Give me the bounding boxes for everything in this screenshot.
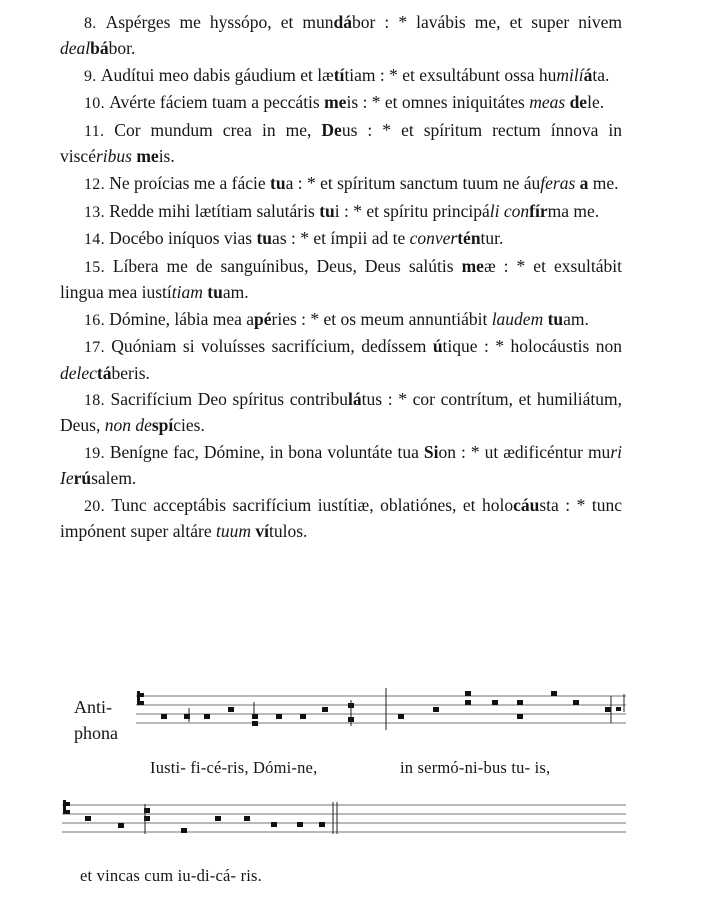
neume [551, 691, 557, 696]
verse-text-segment: Aspérges me hyssópo, et mun [105, 12, 334, 32]
neume [517, 714, 523, 719]
verse-text-segment: salem. [91, 468, 137, 489]
neume [215, 816, 221, 821]
antiphon-label-line2: phona [74, 723, 118, 743]
verse-text-segment: tiam [171, 282, 208, 303]
verse-text-segment: tén [457, 228, 481, 249]
verse-number: 13. [84, 203, 110, 221]
neume [517, 700, 523, 705]
verse-text-segment: Si [423, 442, 439, 463]
neume [398, 714, 404, 719]
verse-text-segment: on : * ut ædificéntur mu [438, 442, 611, 463]
verse-text-segment: non de [104, 415, 152, 436]
verse-text-segment: Docébo iníquos vias [109, 228, 257, 249]
neume [322, 707, 328, 712]
verse-text-segment: Ne proícias me a fácie [109, 172, 271, 193]
verse-text-segment: tus : * cor contrítum, et humiliátum, Deus, [60, 389, 622, 436]
verse-text-segment: meas [529, 92, 570, 113]
verse-text-segment: tu [319, 200, 335, 221]
verse-number: 16. [84, 311, 110, 329]
verse-text-segment: tí [333, 64, 345, 85]
verse-text-segment: as : * et ímpii ad te [272, 228, 410, 249]
verse-text-segment: Quóniam si voluísses sacrifícium, dedíssem [111, 336, 433, 357]
verse-text-segment: milí [556, 64, 584, 85]
verse-text-segment: sta : * tunc impónent super altáre [60, 494, 622, 542]
verse-text-segment: conver [409, 228, 458, 249]
verse-text-segment: ries : * et os meum annuntiábit [271, 308, 492, 329]
verse-text-segment: Dómine, lábia mea a [109, 308, 255, 329]
verse-text-segment: li con [489, 200, 530, 221]
verse-text-segment: laudem [491, 308, 548, 329]
verse-text-segment: feras [540, 172, 580, 193]
verse-text-segment: Redde mihi lætítiam salutáris [109, 200, 320, 221]
antiphon-label-line1: Anti- [74, 697, 112, 717]
verse-text-segment: tá [96, 362, 112, 383]
verse-number: 18. [84, 392, 111, 410]
c-clef-icon [63, 800, 70, 814]
verse-text-segment: Benígne fac, Dómine, in bona voluntáte tua [109, 442, 424, 463]
verse-text-segment: Avérte fáciem tuam a peccátis [109, 92, 325, 113]
verse-text-segment: ma me. [547, 200, 600, 221]
verse-text-segment: delec [60, 362, 97, 383]
neume [319, 822, 325, 827]
neume [276, 714, 282, 719]
verse-text-segment: Cor mundum crea in me, [114, 120, 322, 141]
neume [573, 700, 579, 705]
neume [252, 714, 258, 719]
antiphon-lyrics-line1-b: in sermó-ni-bus tu- is, [400, 758, 551, 777]
neume [85, 816, 91, 821]
custos-icon [616, 707, 621, 711]
neume [204, 714, 210, 719]
neume [433, 707, 439, 712]
verse-text-segment: bá [90, 38, 109, 59]
verse-text-segment: Líbera me de sanguínibus, Deus, Deus salútis [112, 255, 462, 276]
verse-text-segment: Sacrifícium Deo spíritus contribu [110, 389, 349, 410]
verse-number: 20. [84, 497, 112, 515]
verse-number: 15. [84, 258, 113, 276]
c-clef-icon [137, 691, 144, 705]
verse-text-segment: cáu [513, 494, 540, 515]
verse-text-segment: Audítui meo dabis gáudium et læ [100, 64, 334, 85]
verse-text-segment: me [324, 92, 347, 113]
antiphon-lyrics-line1-a: Iusti- fi-cé-ris, Dómi-ne, [150, 758, 318, 777]
verse-text-segment: is : * et omnes iniquitátes [346, 92, 530, 113]
verse-number: 19. [84, 445, 110, 463]
neume [228, 707, 234, 712]
verse-text-segment: tique : * holocáustis non [442, 336, 622, 357]
neume [492, 700, 498, 705]
verse-text-segment: rú [73, 468, 92, 489]
verse-text-segment: tu [256, 228, 273, 249]
verse-text-segment: ví [255, 521, 269, 542]
verse-text-segment: ú [432, 336, 443, 357]
neume [161, 714, 167, 719]
verse-text-segment: spí [151, 415, 174, 436]
verse-text-segment: ta. [592, 64, 610, 85]
staff-2-bars [145, 802, 337, 834]
verse-text-segment: Tunc acceptábis sacrifícium iustítiæ, oblatiónes, et holo [111, 494, 514, 515]
verse-text-segment: am. [563, 308, 589, 329]
verse-text-segment: dá [333, 12, 353, 32]
verse-number: 14. [84, 231, 110, 249]
verse-number: 11. [84, 123, 115, 141]
neume [465, 700, 471, 705]
verse-number: 17. [84, 339, 112, 357]
verse-text-segment: lá [348, 389, 362, 410]
neume [300, 714, 306, 719]
verse-text-segment: tu [270, 172, 286, 193]
verse-number: 10. [84, 95, 110, 113]
neume [465, 691, 471, 696]
verse-text-segment: bor : * lavábis me, et super nivem [352, 12, 623, 32]
verse-text-segment: a : * et spíritum sanctum tuum ne áu [285, 172, 541, 193]
neume [605, 707, 611, 712]
verse-text-segment: cies. [173, 415, 205, 436]
verse-text-segment: ribus [95, 146, 137, 167]
neume [297, 822, 303, 827]
verse-text-segment: tur. [480, 228, 504, 249]
verse-text-segment: tulos. [269, 521, 308, 542]
verse-text-segment: am. [222, 282, 249, 303]
verse-text-segment: le. [587, 92, 605, 113]
verse-text-segment: me. [588, 172, 619, 193]
verse-text-segment: i : * et spíritu principá [334, 200, 490, 221]
neume [181, 828, 187, 833]
verse-text-segment: ri Ie [60, 442, 622, 489]
verse-text-segment: a [579, 172, 589, 193]
verse-text-segment: De [321, 120, 342, 141]
verse-number: 8. [84, 15, 106, 32]
antiphon-lyrics-line2: et vincas cum iu-di-cá- ris. [80, 866, 262, 885]
verse-text-segment: tu [207, 282, 223, 303]
staff-2-notes [85, 808, 325, 833]
verse-text-segment: me [136, 146, 159, 167]
neume [252, 721, 258, 726]
verse-text-segment: tiam : * et exsultábunt ossa hu [344, 64, 557, 85]
verse-text-segment: is. [158, 146, 175, 167]
verse-text-segment: deal [60, 38, 91, 59]
neume [271, 822, 277, 827]
verse-text-segment: me [461, 255, 484, 276]
verse-text-segment: pé [254, 308, 272, 329]
verse-text-segment: beris. [111, 362, 150, 383]
verse-text-segment: æ : * et exsultábit lingua mea iustí [60, 255, 622, 303]
verse-number: 12. [84, 175, 110, 193]
verse-number: 9. [84, 67, 101, 85]
verse-text-segment: bor. [108, 38, 136, 59]
neume [118, 823, 124, 828]
verse-text-segment: us : * et spíritum rectum ínnova in viscé [60, 120, 622, 167]
verse-text-segment: á [583, 64, 593, 85]
verse-text-segment: tu [547, 308, 564, 329]
verse-text-segment: de [569, 92, 588, 113]
verse-text-segment: tuum [216, 521, 256, 542]
neume [244, 816, 250, 821]
verse-text-segment: fír [529, 200, 548, 221]
